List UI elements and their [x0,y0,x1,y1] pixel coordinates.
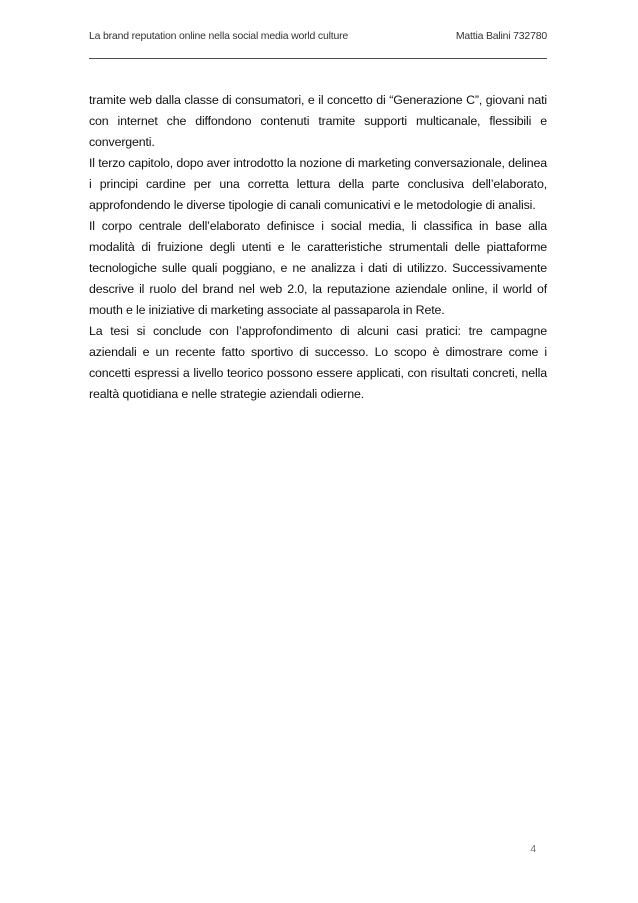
paragraph-conclusion: La tesi si conclude con l’approfondimento di alcuni casi pratici: tre campagne aziendali e un recente fatto sportivo di successo. Lo scopo è dimostrare come i concetti espressi a livello teorico possono essere applicati, con risultati concreti, nella realtà quotidiana e nelle strategie aziendali odierne. [89,324,547,401]
body-text [89,90,547,405]
paragraph-central-body: Il corpo centrale dell’elaborato definisce i social media, li classifica in base alla modalità di fruizione degli utenti e le caratteristiche strumentali delle piattaforme tecnologiche sulle quali poggiano, e ne analizza i dati di utilizzo. Successivamente descrive il ruolo del brand nel web 2.0, la reputazione aziendale online, il world of mouth e le iniziative di marketing associate al passaparola in Rete. [89,219,547,317]
paragraph-generazione-c: tramite web dalla classe di consumatori, e il concetto di “Generazione C”, giovani nati con internet che diffondono contenuti tramite supporti multicanale, flessibili e convergenti. [89,93,547,149]
paragraph-third-chapter: Il terzo capitolo, dopo aver introdotto la nozione di marketing conversazionale, delinea i principi cardine per una corretta lettura della parte conclusiva dell’elaborato, approfondendo le diverse tipologie di canali comunicativi e le metodologie di analisi. [89,156,547,212]
running-header [89,30,547,59]
header-author: Mattia Balini 732780 [455,30,547,42]
page-number: 4 [530,844,536,855]
header-title: La brand reputation online nella social media world culture [89,30,349,42]
